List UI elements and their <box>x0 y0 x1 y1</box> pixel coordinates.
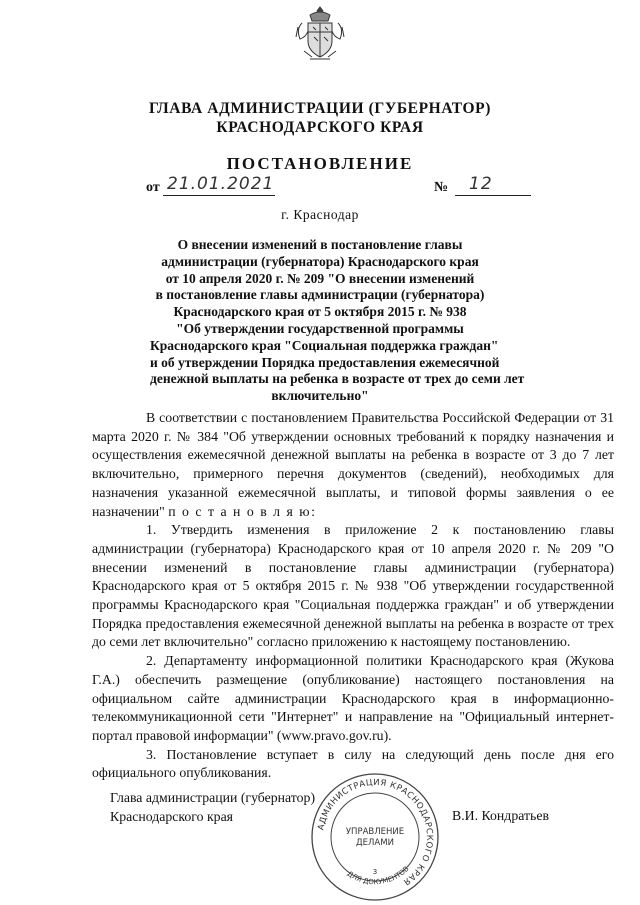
title-line: в постановление главы администрации (губернатора) <box>155 287 485 303</box>
handwritten-date: 21.01.2021 <box>167 174 275 194</box>
svg-text:УПРАВЛЕНИЕ: УПРАВЛЕНИЕ <box>345 827 405 837</box>
document-title <box>150 237 525 405</box>
title-line: и об утверждении Порядка предоставления ежемесячной <box>150 354 500 370</box>
date-field <box>163 173 275 196</box>
preamble-paragraph <box>92 409 614 521</box>
preamble-text: В соответствии с постановлением Правительства Российской Федерации от 31 марта 2020 г. № 384 "Об утверждении основных требований к порядку назначения и осуществления ежемесячной денежной выплаты на ребенка в возрасте от 3 до 7 лет включительно, примерного перечня документов (сведений), необходимых для назначения указанной ежемесячной выплаты, и типовой формы заявления о ее назначении" <box>92 410 614 519</box>
date-prefix: от <box>146 180 160 195</box>
signatory-name: В.И. Кондратьев <box>452 808 549 823</box>
item-1-paragraph: 1. Утвердить изменения в приложение 2 к постановлению главы администрации (губернатора) Краснодарского края от 10 апреля 2020 г. № 209 "О внесении изменений в постановление главы администрации (губернатора) Краснодарского края от 5 октября 2015 г. № 938 "Об утверждении государственной программы Краснодарского края "Социальная поддержка граждан" и об утверждении Порядка предоставления ежемесячной денежной выплаты на ребенка в возрасте от трех до семи лет включительно" согласно приложению к настоящему постановлению. <box>92 522 614 650</box>
city-line: г. Краснодар <box>281 207 359 222</box>
document-type: ПОСТАНОВЛЕНИЕ <box>226 154 414 173</box>
signatory-position-line1: Глава администрации (губернатор) <box>110 790 316 805</box>
item-3-paragraph: 3. Постановление вступает в силу на следующий день после дня его официального опубликования. <box>92 746 614 781</box>
issuer-title: ГЛАВА АДМИНИСТРАЦИИ (ГУБЕРНАТОР) <box>149 100 491 117</box>
item-2-paragraph: 2. Департаменту информационной политики Краснодарского края (Жукова Г.А.) обеспечить размещение (опубликование) настоящего постановления на официальном сайте администрации Краснодарского края в информационно-телекоммуникационной сети "Интернет" и направление на "Официальный интернет-портал правовой информации" (www.pravo.gov.ru). <box>92 653 614 743</box>
resolve-word: п о с т а н о в л я ю: <box>168 503 317 519</box>
title-line: денежной выплаты на ребенка в возрасте от трех до семи лет <box>150 371 525 387</box>
svg-text:АДМИНИСТРАЦИЯ КРАСНОДАРСКОГО К: АДМИНИСТРАЦИЯ КРАСНОДАРСКОГО КРАЯ <box>316 777 435 887</box>
number-prefix: № <box>434 180 449 195</box>
title-line: включительно" <box>271 388 369 404</box>
svg-text:ДЕЛАМИ: ДЕЛАМИ <box>356 838 394 848</box>
title-line: от 10 апреля 2020 г. № 209 "О внесении изменений <box>165 270 475 286</box>
document-body <box>92 409 614 783</box>
handwritten-number: 12 <box>469 174 493 194</box>
issuer-region: КРАСНОДАРСКОГО КРАЯ <box>216 119 424 136</box>
title-line: О внесении изменений в постановление главы <box>177 237 463 252</box>
signatory-position-line2: Краснодарского края <box>110 808 234 824</box>
title-line: "Об утверждении государственной программы <box>176 320 464 336</box>
svg-text:ДЛЯ ДОКУМЕНТОВ: ДЛЯ ДОКУМЕНТОВ <box>345 864 411 887</box>
signatory-position <box>110 789 315 826</box>
title-line: Краснодарского края "Социальная поддержка граждан" <box>150 337 499 353</box>
coat-of-arms-emblem <box>294 5 346 63</box>
number-field <box>455 173 531 196</box>
title-line: Краснодарского края от 5 октября 2015 г. № 938 <box>173 304 467 320</box>
svg-text:3: 3 <box>372 868 378 876</box>
title-line: администрации (губернатора) Краснодарского края <box>161 253 479 269</box>
official-stamp <box>308 770 442 904</box>
